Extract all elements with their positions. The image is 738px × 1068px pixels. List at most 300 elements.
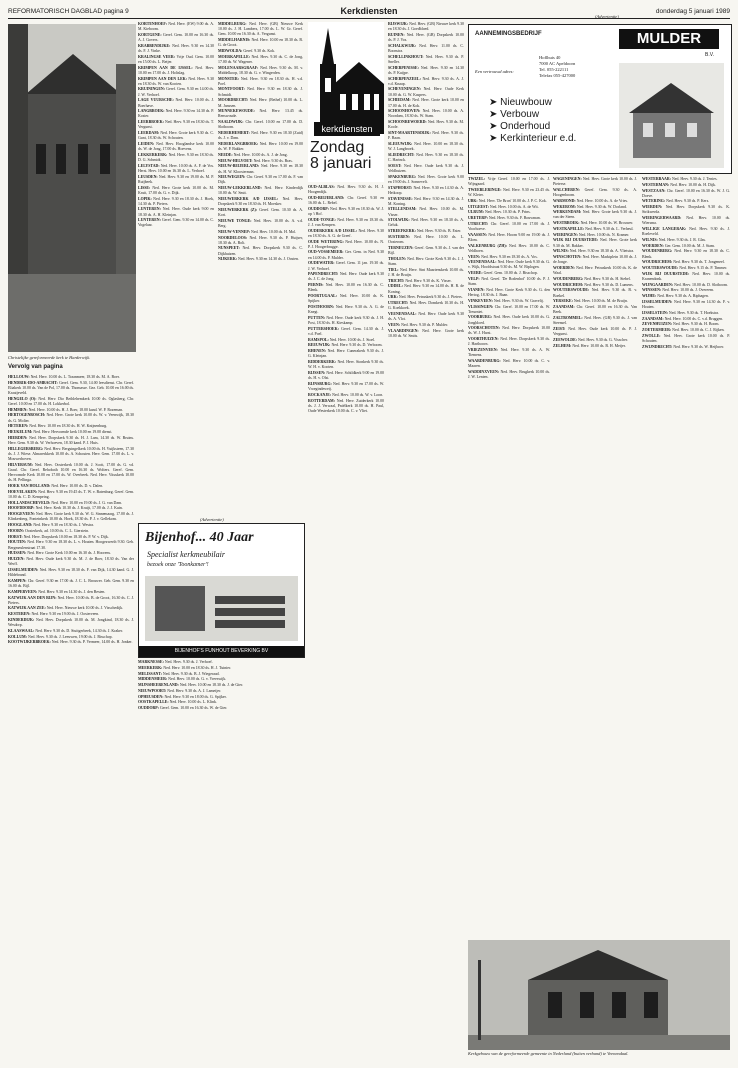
service-entry: [138, 175, 214, 185]
service-place: STAPHORST:: [388, 185, 413, 190]
service-place: KINDERDIJK:: [8, 617, 35, 622]
service-entry: [308, 371, 384, 381]
service-place: HOEVELAKEN:: [8, 489, 38, 494]
service-entry: [553, 283, 637, 288]
service-place: HELLOUW:: [8, 375, 30, 379]
service-entry: [468, 233, 550, 243]
service-details: Ned. Herv. Oude kerk 9.00 en 18.30 ds. A. H. Kleinjan.: [138, 207, 214, 217]
service-entry: [388, 77, 464, 87]
service-place: WESTERBAAR:: [642, 177, 671, 181]
service-details: Ned. Herv. 10.00 ds. K. Spijker.: [308, 294, 384, 304]
service-place: WILLIGE LANGERAK:: [642, 226, 687, 231]
service-place: HUIZEN:: [8, 557, 25, 562]
ad2-tag: (Advertentie): [200, 517, 224, 522]
service-entry: [468, 359, 550, 369]
service-place: KATWIJK AAN ZEE:: [8, 606, 46, 611]
service-place: UTRECHT:: [388, 301, 409, 305]
service-place: WESTZAAN:: [642, 188, 666, 193]
service-details: Ned. Herv. 9.30 ds. B. J. Wiegeraad.: [161, 671, 220, 676]
service-entry: [388, 186, 464, 196]
service-entry: [138, 218, 214, 228]
service-details: Ned. Herv. 9.30 ds. W. Heijboer.: [672, 344, 725, 349]
ad1-bullet-1: ➤ Nieuwbouw: [489, 97, 552, 108]
service-details: Chr. Geref. 9.30 en 17.00 ds. J. C. L. Brouwer. Geb. Gem. 9.30 en 16.00 ds. Bijl.: [8, 578, 134, 588]
service-entry: [138, 164, 214, 174]
service-place: MOERKAPELLE:: [218, 54, 250, 59]
listing-column-d2: [553, 177, 637, 937]
service-details: Ned. Herv. Dorpskerk 9.30 ds. J. Harthoorn.: [468, 337, 550, 347]
service-details: Ned. Herv. 9.30 en 18.30 ds. H. W. Kloosterman.: [218, 164, 303, 174]
service-entry: [8, 629, 134, 634]
service-entry: [468, 255, 550, 260]
service-entry: [553, 255, 637, 265]
service-entry: [308, 283, 384, 293]
kerkdiensten-label: kerkdiensten: [314, 122, 380, 136]
service-place: OUD-BEIJERLAND:: [308, 195, 345, 200]
service-details: Ned. Herv. 9.30 ds. F. Bouwman.: [487, 216, 541, 221]
service-entry: [388, 142, 464, 152]
listing-column-d1: [468, 177, 550, 937]
service-entry: [642, 177, 730, 182]
service-place: HOUTEN:: [8, 540, 27, 545]
service-entry: [8, 640, 134, 645]
service-place: VALKENBURG (ZH):: [468, 243, 507, 248]
service-details: Ned. Herv. Cunerakerk 9.30 ds. J. G. Kleinjan.: [308, 349, 384, 359]
service-entry: [138, 677, 303, 682]
service-entry: [642, 266, 730, 271]
service-details: Ned. Herv. Oosterkerk 10.00 ds. J. Scott, 17.00 ds. G. vd. Graaf. Chr. Geref. Rehoboth 10.00 en 16.30 ds. Wolters. Geref. Gem. Hervormde Kerk 10.00 en 17.00 ds. W. Overbeek. Ned. Herv. Vituskerk 10.00 ds. H. Pellinga.: [8, 462, 134, 483]
service-entry: [138, 666, 303, 671]
service-entry: [553, 177, 637, 187]
service-entry: [553, 338, 637, 343]
service-entry: [218, 246, 303, 256]
service-entry: [218, 164, 303, 174]
service-details: Ned. Herv. 10.00 en 19.00 ds. W. P. Bakker.: [218, 141, 303, 152]
service-entry: [308, 316, 384, 326]
service-entry: [308, 327, 384, 337]
kerk-date-line2: 8 januari: [310, 155, 372, 172]
service-entry: [468, 370, 550, 380]
service-details: Ned. Herv. 9.30 ds. T. Hoekstra.: [667, 310, 719, 315]
service-details: Ned. Herv. Dorpskerk 10.00 ds. W. J. Harst.: [468, 326, 550, 336]
service-place: OUDDORP:: [308, 206, 329, 211]
service-entry: [642, 244, 730, 249]
service-entry: [388, 164, 464, 174]
service-entry: [388, 295, 464, 300]
service-details: Vrije Geref. 10.00 en 17.00 ds. J. Wijngaard.: [468, 177, 550, 187]
service-place: WOUDENBERG:: [642, 249, 673, 254]
service-entry: [308, 360, 384, 370]
service-place: VIANEN:: [468, 287, 485, 292]
service-details: Ned. Herv. 9.30 en 18.30 ds. J. J. van Kempen.: [308, 217, 384, 227]
service-details: Ned. Herv. 9.30 en 18.30 ds. T. Vergunst.: [138, 120, 214, 130]
service-details: Ned. Herv. 10.00 en 18.30 ds. W. J. Langbroek.: [388, 141, 464, 152]
service-details: Ned. Herv. 9.30 en 14.30 ds. F. v. Houten.: [642, 299, 730, 310]
service-details: Geref. Gem. 9.30, 14.00 leesdienst. Chr. Geref. Eliakerk 10.00 ds. Van de Pol, 17.00 ds. Thomasse. Gez. Geb. 10.00 en 16.00 ds. Kraaijeveld.: [8, 380, 134, 396]
service-details: Ned. Herv. Schildkerk 9.00 en 19.00 ds. H. v. Olst.: [308, 371, 384, 381]
service-place: OUDE WETERING:: [308, 239, 344, 244]
service-details: Ned. Herv. Oude kerk 9.30 ds. J. C. de Jong.: [308, 272, 384, 282]
service-entry: [388, 301, 464, 311]
service-entry: [218, 38, 303, 48]
service-place: OUDERKERK A/D IJSSEL:: [308, 228, 358, 233]
service-details: Ned. Herv. (GB) Dorpskerk 10.00 ds. P. J. Vos.: [388, 32, 464, 43]
service-details: Ned. Herv. Oude Kerk 10.00 ds. G. W. Kaspers.: [388, 87, 464, 97]
service-entry: [388, 257, 464, 267]
ad2-furniture-illustration: [145, 576, 298, 641]
service-place: PAPENDRECHT:: [308, 272, 339, 277]
service-entry: [642, 322, 730, 327]
service-details: Ned. Herv. Grote kerk 10.00 ds. W. v. Veenwijk, 18.30 ds. G. Molier.: [8, 413, 134, 423]
service-details: Ned. Herv. 9.30 en 18.30 ds. J. Hoek, 14.30 ds. P. Pieters.: [138, 196, 214, 206]
service-entry: [308, 272, 384, 282]
service-place: KOLLUM:: [8, 634, 28, 639]
service-place: MOLENAARSGRAAF:: [218, 65, 259, 70]
service-entry: [138, 186, 214, 196]
service-entry: [642, 205, 730, 215]
service-entry: [308, 229, 384, 239]
service-entry: [308, 261, 384, 271]
listing-column-b2: [218, 22, 303, 517]
church-photo-veenendaal: [468, 940, 730, 1050]
service-place: KATWIJK AAN DEN RIJN:: [8, 595, 57, 600]
service-place: NIEUW-BEIJERLAND:: [218, 164, 260, 169]
service-place: KORTGENE:: [138, 32, 162, 37]
service-place: SCHOONREWOERD:: [388, 120, 427, 125]
service-entry: [553, 305, 637, 315]
service-entry: [388, 33, 464, 43]
service-place: TWEEBLERINGE:: [468, 187, 502, 192]
service-place: RIJNSBURG:: [308, 381, 332, 386]
service-entry: [218, 219, 303, 229]
service-entry: [138, 683, 303, 688]
service-place: WIERINGERWAARD:: [642, 216, 682, 221]
service-place: LISSE:: [138, 185, 151, 190]
service-place: PUTTERSHOEK:: [308, 326, 339, 331]
service-place: KAMPEN:: [8, 578, 27, 583]
service-details: Ned. Herv. (Bethel) 10.00 ds. L. M. Janssen.: [218, 98, 303, 108]
service-entry: [308, 250, 384, 260]
service-details: Ned. Herv. 10.00 ds. C. Veldhoen.: [468, 243, 550, 253]
service-details: Ned. Herv. (EW) 9.00 ds. A. M. Kieboom.: [138, 22, 214, 32]
service-entry: [553, 277, 637, 282]
service-place: OUDE-TONGE:: [308, 217, 336, 222]
service-details: Ned. Herv. 9.30 en 17.00 ds. W. Vroegindeweij.: [308, 381, 384, 392]
service-details: Ned. Herv. 9.30 en 18.30 ds. A. Vos.: [480, 254, 538, 259]
service-place: RIJSWIJK:: [388, 22, 409, 26]
service-details: Ned. Herv. Brugkerk 10.00 ds. J. W. Lenten.: [468, 369, 550, 380]
service-entry: [8, 506, 134, 511]
service-details: Ned. Herv. Hervormde kerk 10.00 en 19.00 dienst.: [32, 430, 113, 435]
service-entry: [218, 159, 303, 164]
service-place: MONTFOORT:: [218, 87, 245, 92]
service-details: Ned. Herv. 9.30 ds. P. Sneller.: [388, 54, 464, 64]
service-details: Ned. Herv. 9.30 ds. A. J. v.d. Knaap.: [388, 76, 464, 86]
service-place: VEEN:: [468, 254, 481, 259]
service-details: Ned. Herv. 10.00 ds. H. Mol.: [250, 229, 297, 234]
service-details: Ned. Herv. 9.30 ds. P. Huijser, 18.30 ds. A. Bolt.: [218, 235, 303, 245]
service-entry: [388, 268, 464, 278]
service-place: URETERP:: [468, 216, 488, 221]
service-details: Oosterkerk, ad. 10.00 ds. C. L. Gierstein.: [24, 528, 90, 533]
masthead-date: donderdag 5 januari 1989: [655, 8, 730, 15]
service-place: MIDDENMEER:: [138, 677, 168, 682]
service-details: Ned. Herv. 10.00 ds. L. Klink.: [168, 700, 217, 705]
service-details: Chr. Geref. 10.00 en 17.00 ds. W. Treurniet.: [468, 304, 550, 314]
service-place: MELISSANT:: [138, 671, 162, 676]
service-entry: [8, 557, 134, 567]
service-entry: [468, 216, 550, 221]
service-entry: [553, 316, 637, 326]
service-place: HILLEGERSBERG:: [8, 446, 44, 451]
photo1-caption: Christelijke gereformeerde kerk te Harderwijk.: [8, 355, 91, 360]
service-entry: [138, 695, 303, 700]
service-place: WESTERMAN:: [642, 182, 670, 187]
service-details: Ned. Herv. 9.30 ds. P. Mulder.: [400, 322, 449, 327]
service-place: ZOETERMEER:: [642, 328, 672, 333]
service-details: Ned. Herv. 9.30 ds. H. Boom.: [672, 322, 720, 327]
service-place: NEDERLANGBROEK:: [218, 141, 259, 146]
arrow-icon: ➤: [489, 133, 501, 144]
service-details: Ned. Herv. 9.30 ds. F. Baan.: [388, 131, 464, 141]
service-place: ROCKANJE:: [308, 392, 332, 397]
service-details: Ned. Herv. 9.30 en 14.00 ds. H. R. de Koning.: [388, 284, 464, 294]
service-details: Ned. Herv. Domkerk 10.30 ds. H. G. Koekkoek.: [388, 301, 464, 311]
service-details: Ned. Herv. 10.00 ds. M. de Bruijn.: [572, 299, 628, 304]
service-place: PUTTEN:: [308, 315, 326, 320]
service-place: SLEEUWIJK:: [388, 141, 413, 146]
service-place: LEUSDEN:: [138, 174, 158, 179]
service-details: Ned. Herv. 9.30 en 19.45 ds. T. W. v. Batenburg. Geref. Gem. 10.00 ds. C. D. Kempeing.: [8, 489, 134, 499]
service-details: Ned. Herv. 10.00 ds. J. Stoel.: [328, 337, 376, 342]
service-details: Ned. Herv. 9.30 ds. L. Verheul.: [584, 226, 634, 231]
service-entry: [308, 240, 384, 250]
service-details: Ned. Herv. 9.30 ds. B. v. Boekel.: [553, 288, 637, 298]
service-entry: [553, 188, 637, 198]
ad2-sub: Specialist kerkmeubilair: [147, 550, 225, 559]
service-entry: [553, 199, 637, 204]
service-entry: [308, 218, 384, 228]
service-entry: [468, 299, 550, 304]
service-entry: [8, 430, 134, 435]
service-entry: [308, 399, 384, 414]
service-place: STELLENDAM:: [388, 207, 417, 212]
service-details: Vrije Oud. Gem. 10.00 en 15.00 ds. L. Beijer.: [138, 54, 214, 64]
service-entry: [468, 188, 550, 198]
ad1-bullet-2: ➤ Verbouw: [489, 109, 540, 120]
service-details: Geref. Gem. 10.00 en 16.30 ds. A. J. Govers.: [138, 32, 214, 43]
service-entry: [308, 294, 384, 304]
service-place: LEERDAM:: [138, 131, 160, 136]
service-place: LUNTEREN:: [138, 218, 161, 223]
service-details: Ned. Herv. 9.30 en 23.45 ds. W. Kleter.: [468, 187, 550, 198]
kerk-date-line1: Zondag: [310, 139, 365, 156]
service-entry: [553, 238, 637, 248]
service-details: Geref. Gem. 9.30 ds. J. van der Bijl.: [388, 245, 464, 256]
service-details: Ned. Herv. 9.30 en 14.30 ds. J. den Besten.: [37, 589, 106, 594]
service-details: Ned. Herv. 9.30 en 18.30 ds. W. van Kooten.: [138, 76, 214, 86]
service-place: NAALDWIJK:: [218, 120, 244, 125]
service-place: HILVERSUM:: [8, 462, 33, 467]
service-entry: [308, 349, 384, 359]
service-details: Geref. Gem. 9.30 ds. A. Hoogenboom.: [553, 187, 637, 198]
service-place: ULRUM:: [468, 210, 484, 215]
service-details: Ned. Herv. 9.30 ds. M. Koole.: [388, 120, 464, 130]
service-place: OPHEUSDEN:: [138, 694, 164, 699]
service-entry: [308, 393, 384, 398]
service-details: Ned. Herv. Dorpskerk 9.30 ds. K. Strikwerda.: [642, 205, 730, 215]
service-place: SCHIEDAM:: [388, 98, 411, 103]
service-place: MIDDELHARNIS:: [218, 38, 251, 43]
service-entry: [468, 210, 550, 215]
service-place: STAVENISSE:: [388, 196, 413, 201]
service-place: ZAANDAM:: [642, 316, 664, 321]
service-entry: [388, 329, 464, 339]
service-details: Ned. Herv. 9.30 ds. W. Gravelij.: [492, 298, 544, 303]
ad1-phone: Tel. 055-222111: [539, 67, 569, 72]
service-place: VINKEVEEN:: [468, 298, 493, 303]
listing-column-b3: [138, 660, 303, 930]
service-place: HENGELO (O):: [8, 396, 37, 401]
service-place: ZELHEM:: [553, 343, 572, 348]
service-place: WIJK BIJ DUURSTEDE:: [553, 238, 599, 243]
service-details: Ned. Herv. 9.30 en 18.30 ds. C. Blenk.: [642, 249, 730, 259]
service-place: URK:: [388, 295, 398, 300]
bijenhof-advertisement: [138, 523, 305, 658]
service-place: ZAANDAM:: [553, 305, 575, 310]
service-place: SCHELLINKHOUT:: [388, 54, 424, 59]
service-details: Ned. Herv. Grote kerk 10.00 ds. M. Kruit, 17.00 ds. G. v. Dijk.: [138, 185, 214, 195]
service-entry: [642, 317, 730, 322]
service-details: Geref. Gem. 10.00 en 16.30 ds. W. de Gier.: [158, 706, 228, 710]
service-entry: [218, 208, 303, 218]
service-details: Ned. Herv. 9.30 ds. T. Jongeneel.: [672, 260, 725, 265]
service-place: ZWOLLE:: [642, 333, 661, 338]
service-details: Ned. Herv. 9.30 ds. P. Kers.: [665, 199, 710, 204]
service-place: UITGEEST:: [468, 204, 489, 209]
service-entry: [388, 22, 464, 32]
service-place: ZEVENHUIZEN:: [642, 322, 673, 327]
photo2-caption: Kerkgebouw van de gereformeerde gemeente in Nederland (buiten verband) te Veenendaal.: [468, 1051, 629, 1056]
service-entry: [642, 311, 730, 316]
section-title: Vervolg van pagina: [8, 364, 63, 370]
service-place: WIERINGEN:: [553, 232, 578, 237]
masthead-section-title: Kerkdiensten: [340, 6, 398, 16]
service-entry: [138, 700, 303, 705]
service-details: Ned. Herv. (GB) Nieuwe Kerk 10.00 ds. J. H. Lambers, 17.00 ds. L. W. Gr. Geref. Gem. 10.00 en 16.30 ds. A. Vergunst.: [218, 22, 303, 37]
service-entry: [388, 284, 464, 294]
service-entry: [8, 590, 134, 595]
service-entry: [642, 189, 730, 199]
service-place: KRIMPEN AAN DE IJSSEL:: [138, 65, 193, 70]
service-details: Ned. Herv. 10.00 ds. A. F. de Vos. Herst. Herv. 10.00 en 16.30 ds. L. Verhoef.: [138, 163, 214, 173]
service-details: Ned. Herv. 9.30 en 18.30 ds. F. van Dijk, 14.30 kand. G. J. Hildebrand.: [8, 567, 134, 578]
service-entry: [138, 197, 214, 207]
service-details: Ned. Herv. 10.00 ds. J. Overeem.: [661, 288, 714, 293]
service-place: IJSSELSTEIN:: [642, 310, 668, 315]
service-entry: [138, 689, 303, 694]
service-entry: [138, 98, 214, 108]
service-entry: [468, 288, 550, 298]
service-place: HOEK VAN HOLLAND:: [8, 484, 51, 489]
service-entry: [642, 328, 730, 333]
service-place: TIEL:: [388, 267, 399, 272]
service-entry: [218, 109, 303, 119]
service-entry: [218, 87, 303, 97]
service-details: Ned. Herv. 9.30 en 18.30 ds. A. Geluk.: [388, 218, 464, 228]
service-place: POORTUGAAL:: [308, 294, 338, 299]
service-place: WIJHE:: [642, 294, 657, 299]
service-place: LUNTEREN:: [138, 207, 161, 212]
service-place: NIEUW-HELVOET:: [218, 158, 253, 163]
service-entry: [8, 484, 134, 489]
service-details: Ned. Herv. 13.45 ds. Renswoude.: [218, 109, 303, 119]
service-entry: [218, 236, 303, 246]
service-details: Ned. Herv. Grote kerk 9.30 ds. C. Gunt, 18.30 ds. W. Schouten.: [138, 131, 214, 141]
service-place: VRIEZENVEEN:: [468, 348, 498, 353]
service-entry: [388, 312, 464, 322]
service-details: Ned. Herv. Dorpskerk 9.30 ds. H. J. Lam, 14.30 ds. W. Bruins. Herv. Gem. 9.30 ds. W. Verhoeven, 18.30 kand. P. J. Huis.: [8, 435, 134, 446]
service-place: WOUDENBERG:: [553, 276, 584, 281]
service-entry: [8, 579, 134, 589]
service-place: SLIEDRECHT:: [388, 152, 415, 157]
service-place: LEIDEN:: [138, 141, 155, 146]
ad1-tag: (Advertentie): [595, 14, 619, 19]
service-place: KAMPERVEEN:: [8, 589, 38, 594]
service-entry: [468, 348, 550, 358]
service-details: Ned. Herv. 10.00 ds. A. de Vries.: [575, 198, 628, 203]
service-details: Ned. Herv. 10.00 ds. A. Noordam, 18.30 ds. W. Stam.: [388, 109, 464, 119]
service-entry: [642, 260, 730, 265]
service-details: Ned. Herv. 10.00 en 18.30 ds. H. W. Knijnenburg.: [28, 424, 108, 429]
service-place: RIDDERKERK:: [308, 360, 337, 365]
service-details: Ned. Herv. 9.30 ds. H. Siebel.: [583, 276, 631, 281]
masthead-rule: [8, 18, 730, 19]
service-place: NUNSPEET:: [218, 246, 240, 251]
service-entry: [388, 153, 464, 163]
service-entry: [553, 227, 637, 232]
service-place: NIEUWE TONGE:: [218, 218, 252, 223]
service-place: LAGE VUURSCHE:: [138, 98, 174, 103]
service-place: VEEN:: [388, 322, 401, 327]
service-place: PERNIS:: [308, 283, 324, 288]
service-details: Ned. Herv. Dio Bethlehemkerk 10.00 ds. Oglasberg, Chr. Geref. 10.00 en 17.00 ds. H. Lokkerbol.: [8, 396, 134, 406]
service-place: HIERDEN:: [8, 435, 28, 440]
service-place: OUDEWATER:: [308, 261, 335, 266]
service-entry: [8, 424, 134, 429]
service-details: Ned. Herv. Kinderdijk 10.00 ds. W. Smit.: [218, 186, 303, 196]
service-entry: [388, 175, 464, 185]
service-place: HOORN:: [8, 528, 24, 533]
service-entry: [553, 288, 637, 298]
service-details: Ned. Herv. 9.30 ds. C. de Jong, 17.00 ds. W. Wagener.: [218, 54, 303, 64]
service-details: Ned. Herv. 9.30 en 14.30 ds. P. Koster.: [138, 109, 214, 119]
service-place: KRIMPEN AAN DEN LEK:: [138, 76, 187, 81]
service-place: HOLLANDSCHEVELD:: [8, 500, 51, 505]
service-entry: [138, 120, 214, 130]
service-details: Ned. Herv. 9.30 en 18.30 ds. A. Vlietstra.: [568, 249, 635, 254]
service-details: Ned. Herv. 10.00 en 18.30 ds. B. G. de Groot.: [218, 38, 303, 48]
service-details: Ned. Herv. 9.30 en 18.00 ds. G. Spijker.: [163, 694, 227, 699]
service-place: SOEST:: [388, 163, 402, 168]
service-entry: [388, 98, 464, 108]
mulder-advertisement: [468, 24, 732, 174]
ad1-bullet-4: ➤ Kerkinterieur e.d.: [489, 133, 577, 144]
service-place: WEKEROM:: [553, 204, 576, 209]
service-details: Ned. Herv. Grote kerk 9.30 ds. W. G. Sinnemaarg, 17.00 ds. J. Klinkenberg. Fonteinkerk 10.00 ds. Hoek, 18.30 ds. P. J. v. Gellekom.: [8, 512, 134, 522]
service-entry: [553, 344, 637, 349]
service-details: Ned. Herv. 9.30 en 19.00 ds. M. P. Ruijbeek.: [138, 174, 214, 184]
